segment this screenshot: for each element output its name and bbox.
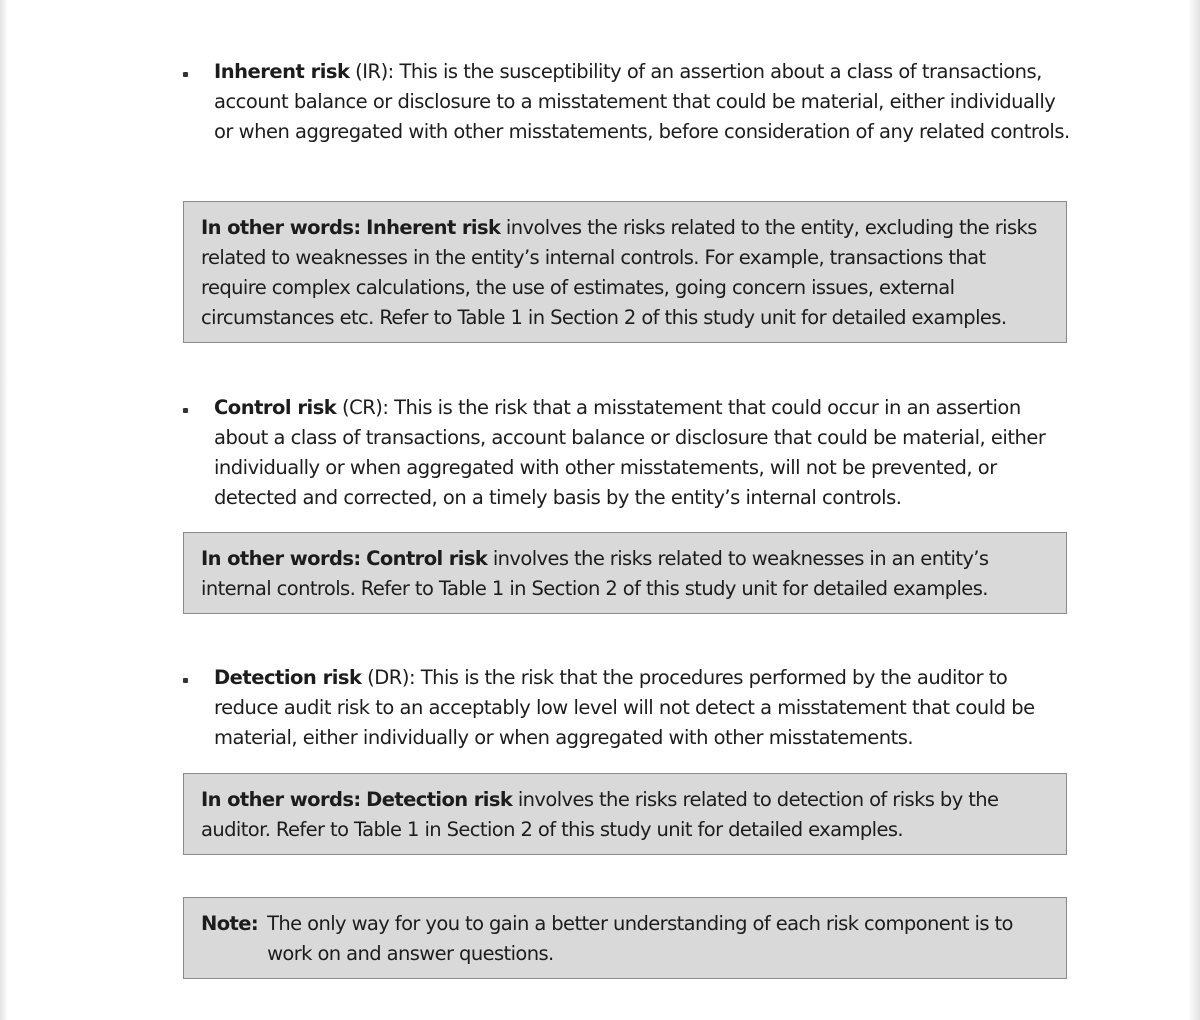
callout-term: Inherent risk (366, 216, 501, 239)
detection-risk-definition (214, 663, 1074, 753)
callout-text: involves the risks related to weaknesses in an entity’s internal controls. Refer to Table 1 in Section 2 of this study unit for detailed examples. (201, 547, 989, 600)
callout-term: Control risk (366, 547, 488, 570)
detection-risk-callout-box (183, 773, 1067, 855)
inherent-risk-definition (214, 57, 1074, 147)
note-text: The only way for you to gain a better understanding of each risk component is to work on and answer questions. (267, 912, 1013, 965)
note-box (183, 897, 1067, 979)
term-label: Control risk (214, 396, 337, 419)
control-risk-callout-box (183, 532, 1067, 614)
term-label: Detection risk (214, 666, 362, 689)
callout-prefix: In other words: (201, 216, 361, 239)
callout-prefix: In other words: (201, 547, 361, 570)
callout-text: involves the risks related to the entity, excluding the risks related to weaknesses in the entity’s internal controls. For example, transactions that require complex calculations, the use of estimates, going concern issues, external circumstances etc. Refer to Table 1 in Section 2 of this study unit for detailed examples. (201, 216, 1037, 329)
inherent-risk-callout-box (183, 201, 1067, 343)
callout-text: involves the risks related to detection of risks by the auditor. Refer to Table 1 in Section 2 of this study unit for detailed examples. (201, 788, 999, 841)
bullet-icon (183, 72, 188, 77)
definition-text: (CR): This is the risk that a misstatement that could occur in an assertion about a class of transactions, account balance or disclosure that could be material, either individually or when aggregated with other misstatements, will not be prevented, or detected and corrected, on a timely basis by the entity’s internal controls. (214, 396, 1046, 509)
control-risk-definition (214, 393, 1074, 513)
term-label: Inherent risk (214, 60, 350, 83)
callout-prefix: In other words: (201, 788, 361, 811)
definition-text: (DR): This is the risk that the procedures performed by the auditor to reduce audit risk to an acceptably low level will not detect a misstatement that could be material, either individually or when aggregated with other misstatements. (214, 666, 1035, 749)
bullet-icon (183, 408, 188, 413)
bullet-icon (183, 678, 188, 683)
definition-text: (IR): This is the susceptibility of an assertion about a class of transactions, account balance or disclosure to a misstatement that could be material, either individually or when aggregated with other misstatements, before consideration of any related controls. (214, 60, 1070, 143)
callout-term: Detection risk (366, 788, 513, 811)
note-label: Note: (201, 912, 259, 935)
